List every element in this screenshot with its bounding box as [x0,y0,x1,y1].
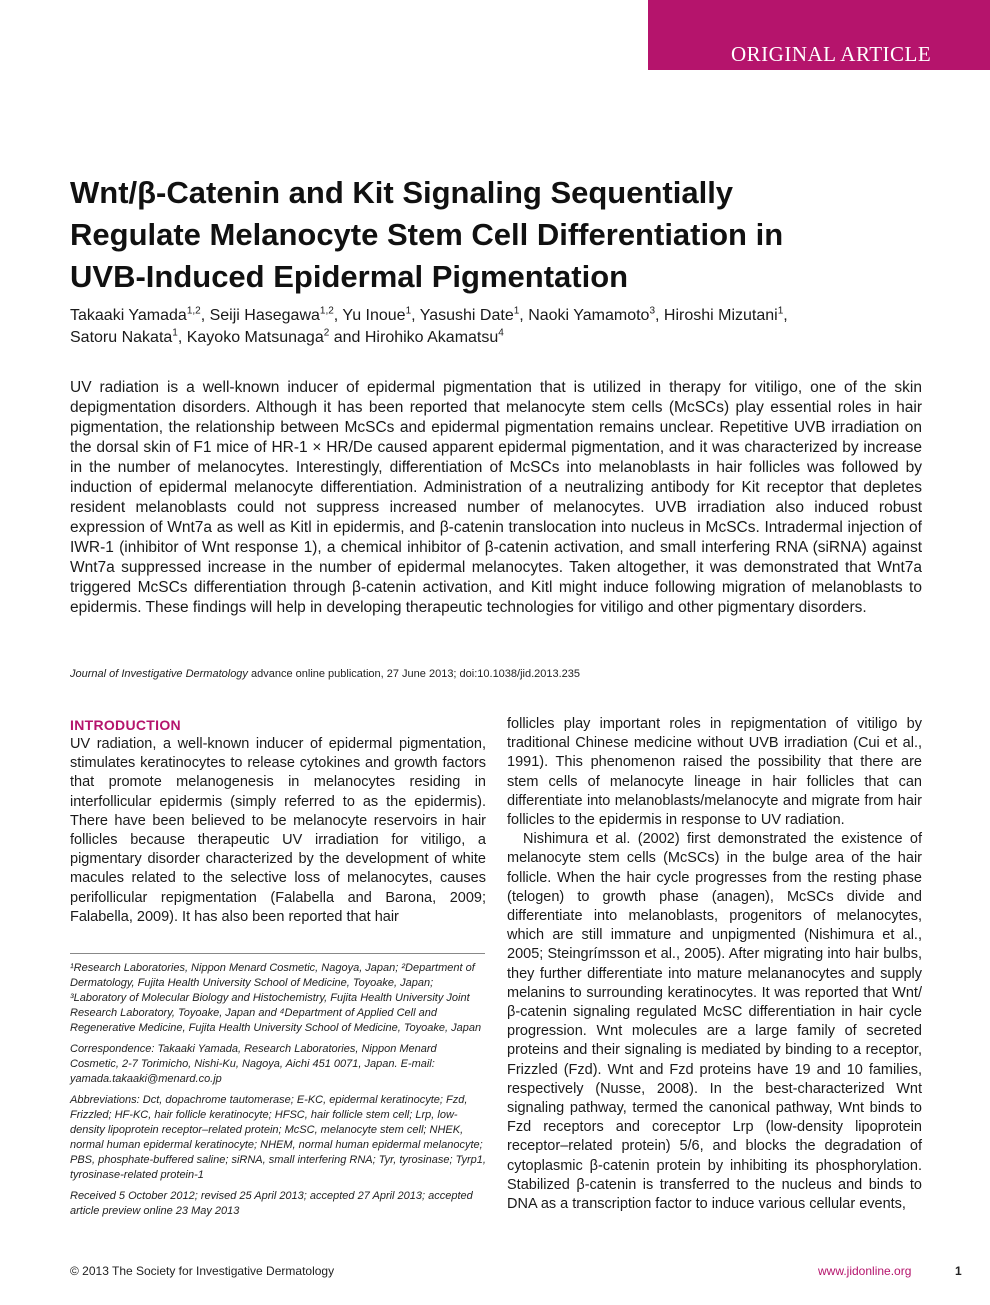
journal-citation [70,667,922,681]
introduction-paragraph-1: UV radiation, a well-known inducer of epidermal pigmentation, stimulates keratinocytes to release cytokines and growth factors that promote melanogenesis in melanocytes residing in interfollicular epidermis (simply referred to as the epidermis). There have been believed to be melanocyte reservoirs in hair follicles because therapeutic UV irradiation for vitiligo, a pigmentary disorder characterized by the development of white macules related to the selective loss of melanocytes, causes perifollicular repigmentation (Falabella and Barona, 2009; Falabella, 2009). It has also been reported that hair [70,736,486,925]
article-title [70,172,930,298]
page-number: 1 [955,1264,962,1278]
journal-name: Journal of Investigative Dermatology [70,668,248,680]
citation-details: advance online publication, 27 June 2013; doi:10.1038/jid.2013.235 [247,668,581,680]
introduction-heading: INTRODUCTION [70,717,181,733]
author-affiliation: 1 [777,305,784,317]
author-separator: and [329,329,365,346]
author-name: Seiji Hasegawa [209,307,320,324]
author-separator: , [783,307,788,324]
author-name: Naoki Yamamoto [528,307,650,324]
author-separator: , [655,307,664,324]
author-name: Yasushi Date [419,307,514,324]
title-line: Regulate Melanocyte Stem Cell Differentiation in [70,217,784,252]
right-column [507,715,922,1214]
author-line-2 [70,327,930,349]
correspondence-note: Correspondence: Takaaki Yamada, Research Laboratories, Nippon Menard Cosmetic, 2-7 Torimicho, Nishi-Ku, Nagoya, Aichi 451 0071, Japan. E-mail: yamada.takaaki@menard.co.jp [70,1043,437,1085]
author-separator: , [411,307,420,324]
article-type-banner [648,0,990,70]
author-name: Yu Inoue [342,307,406,324]
author-affiliation: 1 [172,327,178,339]
footnote-divider [70,953,485,954]
author-affiliation: 2 [323,327,330,339]
author-separator: , [177,329,187,346]
author-name: Hirohiko Akamatsu [364,329,499,346]
author-affiliation: 1,2 [319,305,334,317]
abbreviations-note: Abbreviations: Dct, dopachrome tautomerase; E-KC, epidermal keratinocyte; Fzd, Frizzled; HF-KC, hair follicle keratinocyte; HFSC, hair follicle stem cell; Lrp, low-density lipoprotein receptor–related protein; McSC, melanocyte stem cell; NHEK, normal human epidermal keratinocyte; NHEM, normal human epidermal melanocyte; PBS, phosphate-buffered saline; siRNA, small interfering RNA; Tyr, tyrosinase; Tyrp1, tyrosinase-related protein-1 [70,1094,486,1181]
author-list [70,305,930,349]
author-name: Takaaki Yamada [70,307,187,324]
author-affiliation: 4 [498,327,504,339]
title-line: UVB-Induced Epidermal Pigmentation [70,259,629,294]
author-line-1 [70,305,930,327]
author-name: Satoru Nakata [70,329,173,346]
author-separator: , [519,307,529,324]
received-dates-note: Received 5 October 2012; revised 25 April 2013; accepted 27 April 2013; accepted article preview online 23 May 2013 [70,1190,473,1217]
author-name: Kayoko Matsunaga [186,329,324,346]
author-name: Hiroshi Mizutani [663,307,778,324]
journal-url-link[interactable]: www.jidonline.org [818,1264,912,1278]
author-separator: , [200,307,210,324]
author-affiliation: 1,2 [186,305,201,317]
author-affiliation: 1 [405,305,412,317]
affiliations-note: ¹Research Laboratories, Nippon Menard Cosmetic, Nagoya, Japan; ²Department of Dermatology, Fujita Health University School of Medicine, Toyoake, Japan; ³Laboratory of Molecular Biology and Histochemistry, Fujita Health University Joint Research Laboratory, Toyoake, Japan and ⁴Department of Applied Cell and Regenerative Medicine, Fujita Health University School of Medicine, Toyoake, Japan [70,962,482,1034]
author-affiliation: 1 [513,305,520,317]
title-line: Wnt/β-Catenin and Kit Signaling Sequentially [70,175,734,210]
author-affiliation: 3 [649,305,655,317]
left-column [70,715,486,927]
introduction-paragraph-2: Nishimura et al. (2002) first demonstrated the existence of melanocyte stem cells (McSCs) in the bulge area of the hair follicle. When the hair cycle progresses from the resting phase (telogen) to growth phase (anagen), McSCs divide and differentiate into melanoblasts, progenitors of melanocytes, which are still immature and unpigmented (Nishimura et al., 2005; Steingrímsson et al., 2005). After migrating into hair bulbs, they further differentiate into mature melananocytes and supply melanins to surrounding keratinocytes. It was reported that Wnt/β-catenin signaling regulated McSC differentiation in hair cycle progression. Wnt molecules are a large family of secreted proteins and their signaling is mediated by binding to a receptor, Frizzled (Fzd). Wnt and Fzd proteins have 19 and 10 families, respectively (Nusse, 2008). In the best-characterized Wnt signaling pathway, termed the canonical pathway, Wnt binds to Fzd receptors and coreceptor Lrp (low-density lipoprotein receptor–related protein) 5/6, and blocks the degradation of cytoplasmic β-catenin protein by inhibiting its phosphorylation. Stabilized β-catenin is transferred to the nucleus and binds to DNA as a transcription factor to induce various cellular events, [507,831,922,1213]
author-separator: , [333,307,343,324]
footnotes [70,961,486,1225]
abstract: UV radiation is a well-known inducer of epidermal pigmentation that is utilized in therapy for vitiligo, one of the skin depigmentation disorders. Although it has been reported that melanocyte stem cells (McSCs) play essential roles in hair pigmentation, the relationship between McSCs and epidermal pigmentation remains unclear. Repetitive UVB irradiation on the dorsal skin of F1 mice of HR-1 × HR/De caused apparent epidermal pigmentation, and it was characterized by increase in the number of melanocytes. Interestingly, differentiation of McSCs into melanoblasts in hair follicles was followed by induction of epidermal melanocyte differentiation. Administration of a neutralizing antibody for Kit receptor that depletes resident melanoblasts could not suppress increased number of melanocytes. UVB irradiation also induced robust expression of Wnt7a as well as Kitl in epidermis, and β-catenin translocation into nucleus in McSCs. Intradermal injection of IWR-1 (inhibitor of Wnt response 1), a chemical inhibitor of β-catenin activation, and small interfering RNA (siRNA) against Wnt7a suppressed increase in the number of epidermal melanocytes. Taken altogether, it was demonstrated that Wnt7a triggered McSCs differentiation through β-catenin activation, and Kitl might induce following migration of melanoblasts to epidermis. These findings will help in developing therapeutic technologies for vitiligo and other pigmentary disorders. [70,379,922,616]
introduction-paragraph-1-continued: follicles play important roles in repigmentation of vitiligo by traditional Chinese medicine without UVB irradiation (Cui et al., 1991). This phenomenon raised the possibility that there are stem cells of melanocyte lineage in hair follicles that can differentiate into melanoblasts/melanocyte and migrate from hair follicles to the epidermis in response to UV radiation. [507,716,922,829]
copyright: © 2013 The Society for Investigative Dermatology [70,1264,335,1278]
article-type-label: ORIGINAL ARTICLE [731,42,932,66]
page-footer [70,1262,962,1280]
